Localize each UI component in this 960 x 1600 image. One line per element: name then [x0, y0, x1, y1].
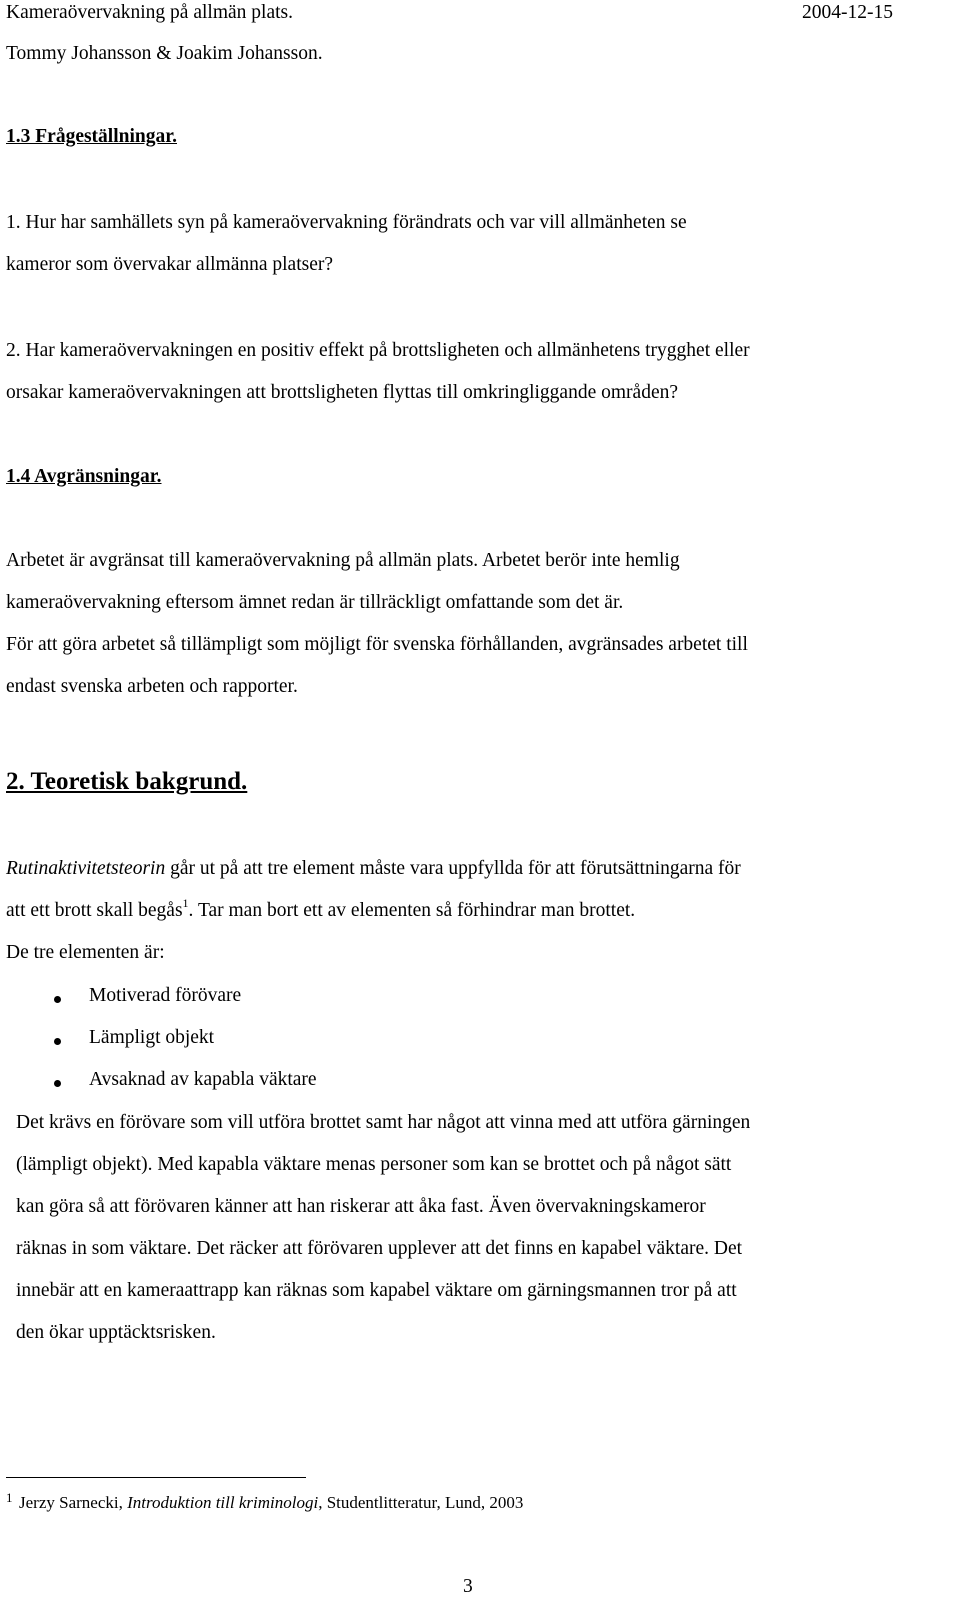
header-date: 2004-12-15	[802, 2, 893, 23]
intro-rest: går ut på att tre element måste vara uppfyllda för att förutsättningarna för	[165, 858, 741, 879]
header-authors: Tommy Johansson & Joakim Johansson.	[6, 43, 323, 64]
theory-name: Rutinaktivitetsteorin	[6, 858, 166, 879]
section-1-4-heading: 1.4 Avgränsningar.	[6, 466, 162, 487]
line2-a: att ett brott skall begås	[6, 900, 183, 921]
footnote-author: Jerzy Sarnecki,	[19, 1493, 128, 1512]
section-1-3-heading: 1.3 Frågeställningar.	[6, 126, 177, 147]
paragraph-line: innebär att en kameraattrapp kan räknas som kapabel väktare om gärningsmannen tror på att	[16, 1280, 737, 1301]
question-1-line-2: kameror som övervakar allmänna platser?	[6, 254, 334, 275]
paragraph-line: Det krävs en förövare som vill utföra brottet samt har något att vinna med att utföra gärningen	[16, 1112, 751, 1133]
footnote-rest: , Studentlitteratur, Lund, 2003	[318, 1493, 524, 1512]
footnote-book-title: Introduktion till kriminologi	[127, 1493, 319, 1512]
paragraph-line: (lämpligt objekt). Med kapabla väktare menas personer som kan se brottet och på något sätt	[16, 1154, 732, 1175]
section-1-4-line: Arbetet är avgränsat till kameraövervakning på allmän plats. Arbetet berör inte hemlig	[6, 550, 680, 571]
bullet-icon	[54, 1080, 61, 1087]
section-1-4-line: För att göra arbetet så tillämpligt som möjligt för svenska förhållanden, avgränsades arbetet till	[6, 634, 748, 655]
bullet-icon	[54, 1038, 61, 1045]
line2-b: . Tar man bort ett av elementen så förhindrar man brottet.	[188, 900, 636, 921]
bullet-icon	[54, 996, 61, 1003]
section-2-line-3: De tre elementen är:	[6, 942, 165, 963]
bullet-text: Motiverad förövare	[89, 985, 242, 1006]
section-1-4-line: endast svenska arbeten och rapporter.	[6, 676, 298, 697]
section-2-line-2	[6, 896, 636, 922]
header-title: Kameraövervakning på allmän plats.	[6, 2, 293, 23]
bullet-text: Avsaknad av kapabla väktare	[89, 1069, 317, 1090]
footnote-divider	[6, 1477, 306, 1478]
question-2-line-2: orsakar kameraövervakningen att brottsligheten flyttas till omkringliggande områden?	[6, 382, 678, 403]
question-2-line-1: 2. Har kameraövervakningen en positiv effekt på brottsligheten och allmänhetens trygghet eller	[6, 340, 750, 361]
paragraph-line: räknas in som väktare. Det räcker att förövaren upplever att det finns en kapabel väktare. Det	[16, 1238, 743, 1259]
section-2-intro-line	[6, 858, 741, 880]
bullet-text: Lämpligt objekt	[89, 1027, 215, 1048]
paragraph-line: kan göra så att förövaren känner att han riskerar att åka fast. Även övervakningskameror	[16, 1196, 706, 1217]
footnote-number: 1	[6, 1490, 13, 1505]
page-number: 3	[463, 1576, 473, 1597]
paragraph-line: den ökar upptäcktsrisken.	[16, 1322, 216, 1343]
question-1-line-1: 1. Hur har samhällets syn på kameraövervakning förändrats och var vill allmänheten se	[6, 212, 687, 233]
footnote-text	[19, 1493, 523, 1513]
footnote-reference: 1	[182, 896, 189, 910]
section-2-heading: 2. Teoretisk bakgrund.	[6, 768, 248, 795]
section-1-4-line: kameraövervakning eftersom ämnet redan är tillräckligt omfattande som det är.	[6, 592, 624, 613]
